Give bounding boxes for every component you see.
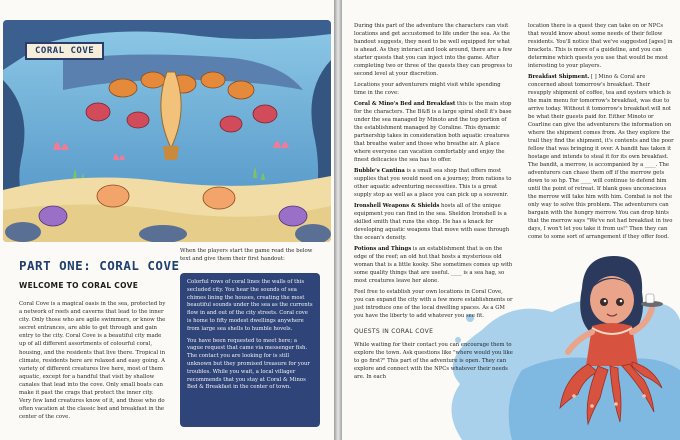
location-name: Bubble's Cantina	[354, 168, 405, 174]
location-description: is an establishment that is on the edge of the reef; an old hut that hosts a mysterious old woman that is a little kooky. She sometimes comes up with some quality things that are useful. ____ is a sea hag, so most creatures leave her alone.	[354, 246, 513, 284]
quest-breakfast-shipment	[528, 73, 674, 241]
location-potions-and-things	[354, 245, 514, 285]
right-page	[342, 0, 680, 440]
location-ironshell	[354, 202, 514, 242]
page-gutter	[334, 0, 342, 440]
left-page	[0, 0, 334, 440]
right-column-1	[354, 22, 514, 384]
part-title: PART ONE: CORAL COVE	[19, 258, 180, 273]
coral-cove-map	[3, 20, 331, 242]
location-description: hosts all of the unique equipment you can find in the sea. Sheldon Ironshell is a skilled smith that runs the shop. He has a knack for developing aquatic weapons that move with ease through the ocean's density.	[354, 203, 510, 241]
location-description: is a small sea shop that offers most supplies that you would need on a journey; from rations to other aquatic adventuring necessities. This is a great supply stop as well as a place you can pick up a souvenir.	[354, 168, 512, 198]
map-title-label: CORAL COVE	[25, 42, 104, 60]
intro-text: When the players start the game read the below text and give them their first handout:	[180, 248, 313, 263]
quest-description: [ ] Mino & Coral are concerned about tomorrow's breakfast. Their resupply shipment of coffee, tea and oysters which is the main menu for tomorrow's breakfast, was due to arrive today. Without it tomorrow's breakfast will not be what their guests paid for. Either Minoto or Coarline can give the adventurers the information on where the shipment comes from. As they explore the trail they find the shipment, it's contents and the poor fellow that was bringing it over. A bandit has taken it hostage and intends to steal it for its own breakfast. The bandit, a merrow, is accompanied by a ____. The adventurers can chase them off if the merrow gets down to so hp. The ____ will continue to defend him until the point of retreat. If blank goes unconscious the merrow will take him with him. Combat is not the only way to solve this problem. The adventurers can bargain with the hungry merrow. You can drop hints that the merrow says "We've not had breakfast in two days, I won't let you take it from us!" Then they can come to some sort of arrangement if they offer food.	[528, 74, 674, 240]
welcome-text: Coral Cove is a magical oasis in the sea, protected by a network of reefs and caverns that lead to the inner city. Only those who are agile swimmers, or know the secret entrances, are able to get through and gain entry to the city. Coral Cove is a beautiful city made up of all different assortments of colourful coral, housing, and the residents that live there. Tropical in climate, residents here are relaxed and easy going. A variety of different creatures live here, most of them aquatic, except for a handful that visit by shallow canales that lead into the cove. Only small boats can make it past the crags that protect the inner city. Very few land creatures know of it, and those who do often vacation at the classic bed and breakfast in the center of the cove.	[19, 301, 166, 421]
octopus-girl-illustration	[554, 248, 664, 428]
read-aloud-paragraph-1: Colorful rows of coral lines the walls of this secluded city. You hear the sounds of sea chimes lining the houses, creating the most beautiful sounds under the sea as the currents flow in and out of the city streets. Coral cove is home to fifty modest dwellings anywhere from large sea shells to humble hovels.	[187, 279, 313, 332]
right-column-2	[528, 22, 674, 244]
custom-locations-text: Feel free to establish your own locations in Coral Cove, you can expand the city with a few more establishments or just introduce one of the local dwelling spaces. As a GM you have the liberty to add whatever you see fit.	[354, 289, 513, 319]
location-bed-and-breakfast	[354, 100, 514, 164]
quest-name: Breakfast Shipment.	[528, 74, 590, 80]
location-name: Potions and Things	[354, 246, 412, 252]
quests-text: While waiting for their contact you can encourage them to explore the town. Ask questions like "where would you like to go first?" This part of the adventure is open. They can explore and connect with the NPCs whatever their needs are. In each	[354, 342, 513, 380]
read-aloud-paragraph-2: You have been requested to meet here; a vague request that came via messenger fish. The contact you are looking for is still unknown but they promised treasure for your troubles. While you wait, a local villager recommends that you stay at Coral & Minos Bed & Breakfast in the center of town.	[187, 337, 310, 391]
welcome-heading: WELCOME TO CORAL COVE	[19, 281, 139, 290]
location-bubbles-cantina	[354, 167, 514, 199]
quests-continued-text: location there is a quest they can take on or NPCs that would know about some needs of their fellow residents. You'll notice that we've suggested [ages] in brackets. This is more of a guideline, and you can determine which quests you use that would be most interesting to your players.	[528, 23, 673, 69]
quests-heading: QUESTS IN CORAL COVE	[354, 328, 434, 335]
location-description: this is the main stop for the characters. The B&B is a large spiral shell it's base under the sea managed by Minoto and the top portion of the establishment managed by Coraline. This dynamic partnership takes in consideration both aquatic creatures that breathe water and those who breathe air. A place where everyone can vacation comfortably and enjoy the finest delicacies the sea has to offer.	[354, 101, 512, 163]
read-aloud-box	[180, 273, 320, 427]
location-name: Ironshell Weapons & Shields	[354, 203, 440, 209]
location-name: Coral & Mino's Bed and Breakfast	[354, 101, 456, 107]
adventure-intro-text: During this part of the adventure the characters can visit locations and get accustomed to life under the sea. As the handout suggests, they need to be well equipped for what is ahead. As they interact and look around, there are a few starter quests that you can inject into the game. After completing two or three of the quests they can progress to second level at your discretion.	[354, 23, 513, 77]
locations-intro-text: Locations your adventurers might visit while spending time in the cove:	[354, 82, 501, 96]
